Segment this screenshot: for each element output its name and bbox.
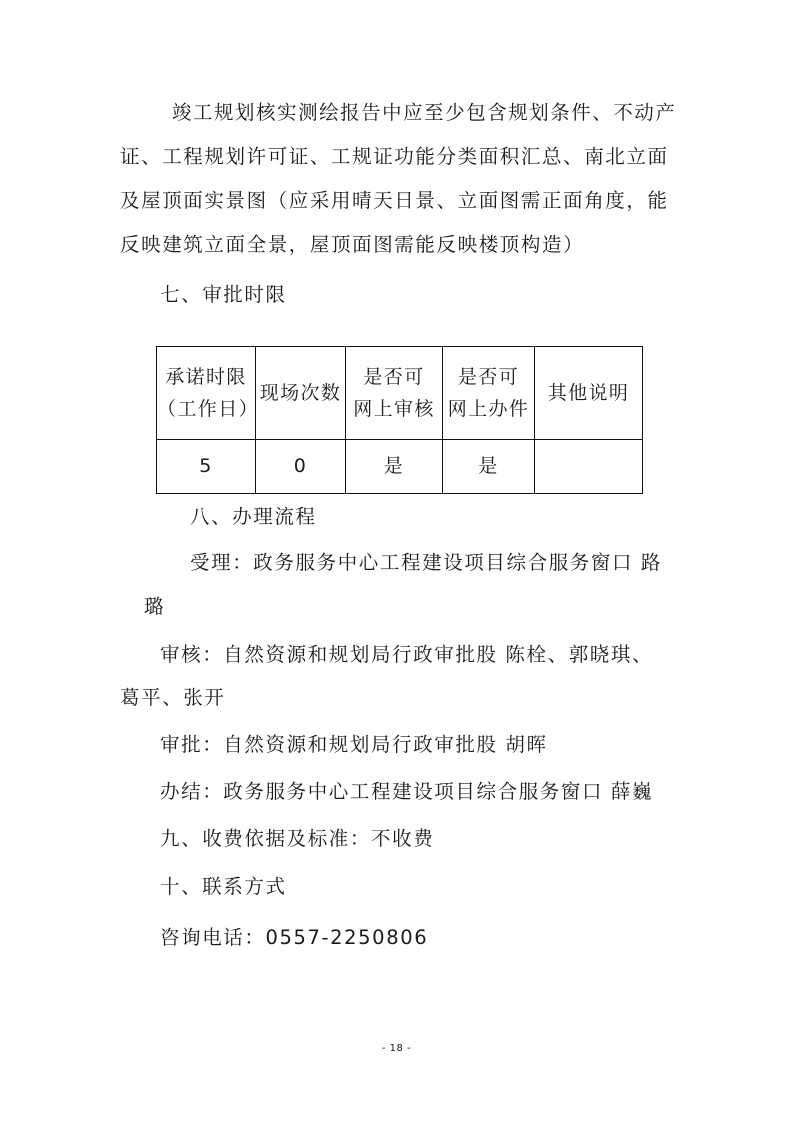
header-online-processing-line-1: 是否可 [457,365,520,388]
section-9-fees: 九、收费依据及标准：不收费 [160,827,435,850]
report-requirement-line-4: 反映建筑立面全景，屋顶面图需能反映楼顶构造） [120,233,585,256]
acceptance-line-1: 受理：政务服务中心工程建设项目综合服务窗口 路 [190,551,662,574]
header-onsite-visits [256,347,346,440]
cell-online-processing: 是 [443,440,535,494]
header-other-notes-line-1: 其他说明 [547,381,630,404]
cell-onsite-visits: 0 [256,440,346,494]
header-promised-time-limit [157,347,260,440]
review-line-2: 葛平、张开 [120,686,226,709]
header-promised-time-limit-line-1: 承诺时限 [165,365,247,388]
report-requirement-line-2: 证、工程规划许可证、工规证功能分类面积汇总、南北立面 [120,145,669,168]
cell-promised-time-limit: 5 [157,440,256,494]
header-other-notes [535,347,643,440]
header-online-review-line-1: 是否可 [363,365,425,388]
section-8-heading: 八、办理流程 [190,505,317,528]
header-online-processing [443,347,535,440]
cell-online-review: 是 [346,440,443,494]
approval-line: 审批：自然资源和规划局行政审批股 胡晖 [160,733,548,756]
section-7-heading: 七、审批时限 [160,283,287,306]
report-requirement-line-1: 竣工规划核实测绘报告中应至少包含规划条件、不动产 [172,101,677,124]
section-10-heading: 十、联系方式 [160,875,287,898]
header-online-review [346,347,443,440]
header-online-processing-line-2: 网上办件 [447,398,530,420]
approval-time-table [156,346,643,494]
header-promised-time-limit-line-2: （工作日） [157,398,260,420]
completion-line: 办结：政务服务中心工程建设项目综合服务窗口 薛巍 [160,780,654,803]
table-row [157,440,643,494]
page-number: - 18 - [381,1043,412,1054]
report-requirement-line-3: 及屋顶面实景图（应采用晴天日景、立面图需正面角度，能 [120,189,669,212]
review-line-1: 审核：自然资源和规划局行政审批股 陈栓、郭晓琪、 [160,643,654,666]
header-onsite-visits-line-1: 现场次数 [259,381,342,404]
acceptance-line-2: 璐 [144,595,166,618]
header-online-review-line-2: 网上审核 [353,398,435,420]
cell-other-notes [535,440,643,494]
table-header-row [157,347,643,440]
contact-phone: 咨询电话：0557-2250806 [160,926,429,949]
